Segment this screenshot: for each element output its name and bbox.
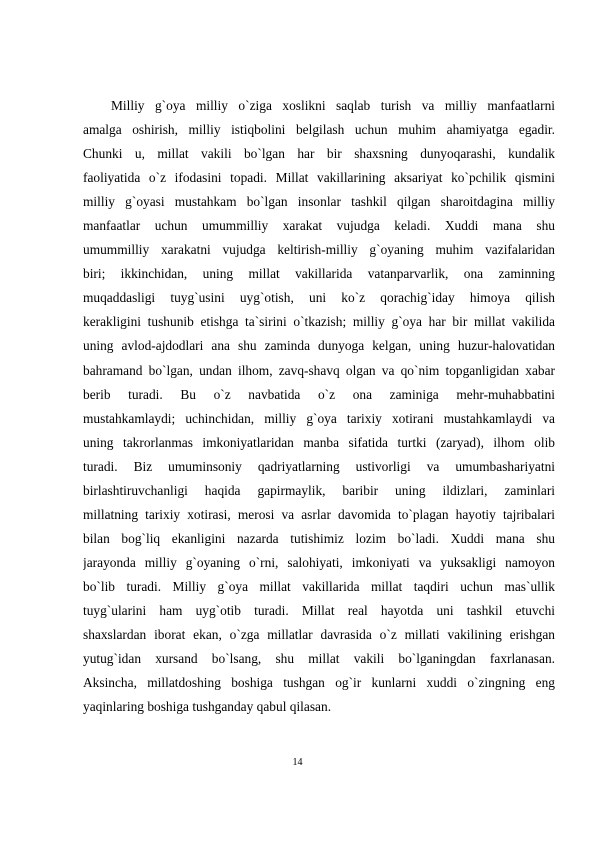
- paragraph-line: turadi. Biz umuminsoniy qadriyatlarning ustivorligi va umumbashariyatni: [83, 458, 555, 474]
- page-number: 14: [292, 757, 303, 768]
- paragraph-line: Aksincha, millatdoshing boshiga tushgan og`ir kunlarni xuddi o`zingning eng: [83, 675, 555, 691]
- paragraph-line: shaxslardan iborat ekan, o`zga millatlar davrasida o`z millati vakilining erishgan: [83, 627, 555, 643]
- paragraph-line: berib turadi. Bu o`z navbatida o`z ona zaminiga mehr-muhabbatini: [83, 386, 555, 402]
- paragraph-line: bo`lib turadi. Milliy g`oya millat vakillarida millat taqdiri uchun mas`ullik: [83, 578, 555, 594]
- body-paragraph: [83, 94, 555, 719]
- paragraph-line: Milliy g`oya milliy o`ziga xoslikni saqlab turish va milliy manfaatlarni: [111, 98, 555, 113]
- paragraph-line: milliy g`oyasi mustahkam bo`lgan insonlar tashkil qilgan sharoitdagina milliy: [83, 194, 555, 210]
- paragraph-line: bahramand bo`lgan, undan ilhom, zavq-shavq olgan va qo`nim topganligidan xabar: [83, 362, 555, 378]
- paragraph-line: millatning tarixiy xotirasi, merosi va asrlar davomida to`plagan hayotiy tajribalari: [83, 506, 555, 522]
- paragraph-line: amalga oshirish, milliy istiqbolini belgilash uchun muhim ahamiyatga egadir.: [83, 122, 555, 138]
- paragraph-line: mustahkamlaydi; uchinchidan, milliy g`oya tarixiy xotirani mustahkamlaydi va: [83, 410, 555, 426]
- paragraph-line: biri; ikkinchidan, uning millat vakillarida vatanparvarlik, ona zaminning: [83, 266, 555, 282]
- paragraph-line: bilan bog`liq ekanligini nazarda tutishimiz lozim bo`ladi. Xuddi mana shu: [83, 530, 555, 546]
- paragraph-line: tuyg`ularini ham uyg`otib turadi. Millat real hayotda uni tashkil etuvchi: [83, 602, 555, 618]
- paragraph-line: umummilliy xarakatni vujudga keltirish-milliy g`oyaning muhim vazifalaridan: [83, 242, 555, 258]
- paragraph-line: uning avlod-ajdodlari ana shu zaminda dunyoga kelgan, uning huzur-halovatidan: [83, 338, 555, 354]
- paragraph-line: manfaatlar uchun umummilliy xarakat vujudga keladi. Xuddi mana shu: [83, 218, 555, 234]
- paragraph-line: faoliyatida o`z ifodasini topadi. Millat vakillarining aksariyat ko`pchilik qismini: [83, 170, 555, 186]
- paragraph-line: uning takrorlanmas imkoniyatlaridan manba sifatida turtki (zaryad), ilhom olib: [83, 434, 555, 450]
- paragraph-line: yaqinlaring boshiga tushganday qabul qilasan.: [83, 699, 332, 715]
- paragraph-line: yutug`idan xursand bo`lsang, shu millat vakili bo`lganingdan faxrlanasan.: [83, 651, 555, 667]
- paragraph-line: jarayonda milliy g`oyaning o`rni, salohiyati, imkoniyati va yuksakligi namoyon: [83, 554, 555, 570]
- paragraph-line: muqaddasligi tuyg`usini uyg`otish, uni ko`z qorachig`iday himoya qilish: [83, 290, 555, 306]
- paragraph-line: kerakligini tushunib etishga ta`sirini o`tkazish; milliy g`oya har bir millat vakilida: [83, 314, 555, 330]
- paragraph-line: birlashtiruvchanligi haqida gapirmaylik, baribir uning ildizlari, zaminlari: [83, 482, 555, 498]
- paragraph-line: Chunki u, millat vakili bo`lgan har bir shaxsning dunyoqarashi, kundalik: [83, 146, 555, 162]
